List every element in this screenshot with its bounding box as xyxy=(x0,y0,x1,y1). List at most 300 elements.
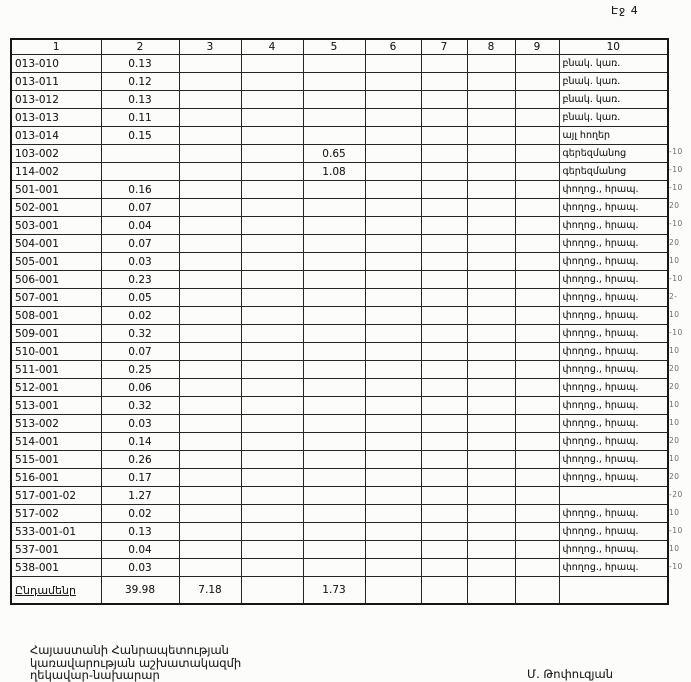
cell-value: 0.12 xyxy=(101,73,179,91)
cell-value: 0.15 xyxy=(101,127,179,145)
cell-value xyxy=(365,127,421,145)
cell-parcel-code: 517-001-02 xyxy=(11,487,101,505)
cell-value xyxy=(303,469,365,487)
cell-value xyxy=(241,325,303,343)
cell-parcel-code: 515-001 xyxy=(11,451,101,469)
cell-value: 0.07 xyxy=(101,343,179,361)
cell-value xyxy=(179,73,241,91)
cell-value: 0.65 xyxy=(303,145,365,163)
margin-annotation: 20 xyxy=(669,472,680,482)
cell-value xyxy=(467,145,515,163)
cell-value xyxy=(179,91,241,109)
cell-value xyxy=(241,505,303,523)
cell-value xyxy=(467,343,515,361)
cell-value xyxy=(467,109,515,127)
cell-parcel-code: 013-011 xyxy=(11,73,101,91)
cell-value xyxy=(241,145,303,163)
column-header: 10 xyxy=(559,39,668,55)
total-col3: 7.18 xyxy=(179,577,241,605)
cell-land-use: փողոց., հրապ. xyxy=(559,379,668,397)
cell-value xyxy=(365,397,421,415)
cell-value xyxy=(515,433,559,451)
cell-value xyxy=(467,361,515,379)
cell-land-use: փողոց., հրապ. xyxy=(559,433,668,451)
cell-parcel-code: 510-001 xyxy=(11,343,101,361)
column-header: 5 xyxy=(303,39,365,55)
cell-parcel-code: 505-001 xyxy=(11,253,101,271)
cell-value xyxy=(303,505,365,523)
cell-parcel-code: 517-002 xyxy=(11,505,101,523)
cell-value xyxy=(467,325,515,343)
cell-parcel-code: 513-002 xyxy=(11,415,101,433)
cell-value xyxy=(421,253,467,271)
cell-parcel-code: 511-001 xyxy=(11,361,101,379)
table-row xyxy=(11,145,668,163)
cell-value xyxy=(303,91,365,109)
cell-value: 0.04 xyxy=(101,217,179,235)
cell-value xyxy=(421,505,467,523)
cell-value xyxy=(241,397,303,415)
table-row xyxy=(11,559,668,577)
cell-value xyxy=(179,487,241,505)
cell-land-use: բնակ. կառ. xyxy=(559,109,668,127)
cell-land-use: փողոց., հրապ. xyxy=(559,469,668,487)
cell-value: 1.27 xyxy=(101,487,179,505)
cell-value xyxy=(467,217,515,235)
cell-land-use xyxy=(559,487,668,505)
table-row xyxy=(11,235,668,253)
cell-value xyxy=(365,91,421,109)
cell-value xyxy=(303,361,365,379)
cell-parcel-code: 533-001-01 xyxy=(11,523,101,541)
cell-value xyxy=(467,73,515,91)
cell-value xyxy=(179,271,241,289)
cell-land-use: փողոց., հրապ. xyxy=(559,343,668,361)
cell-value xyxy=(365,235,421,253)
table-row xyxy=(11,289,668,307)
cell-value xyxy=(179,559,241,577)
margin-annotation: 20 xyxy=(669,381,680,391)
land-parcel-table xyxy=(10,38,669,605)
cell-value xyxy=(515,379,559,397)
cell-land-use: փողոց., հրապ. xyxy=(559,199,668,217)
margin-annotation: -10 xyxy=(669,526,683,536)
cell-value xyxy=(241,541,303,559)
table-row xyxy=(11,469,668,487)
cell-land-use: փողոց., հրապ. xyxy=(559,397,668,415)
cell-value xyxy=(241,73,303,91)
cell-value xyxy=(515,397,559,415)
cell-value: 0.16 xyxy=(101,181,179,199)
cell-value xyxy=(467,505,515,523)
cell-value: 0.02 xyxy=(101,505,179,523)
cell-value xyxy=(303,541,365,559)
cell-value xyxy=(179,289,241,307)
cell-value: 0.14 xyxy=(101,433,179,451)
cell-value xyxy=(421,55,467,73)
total-col7 xyxy=(421,577,467,605)
cell-value: 0.11 xyxy=(101,109,179,127)
cell-value xyxy=(365,181,421,199)
cell-value xyxy=(421,73,467,91)
table-row xyxy=(11,217,668,235)
cell-value xyxy=(515,469,559,487)
margin-annotation: 20 xyxy=(669,237,680,247)
cell-value xyxy=(365,469,421,487)
table-row xyxy=(11,109,668,127)
cell-land-use: փողոց., հրապ. xyxy=(559,181,668,199)
cell-value: 0.02 xyxy=(101,307,179,325)
cell-value: 0.04 xyxy=(101,541,179,559)
column-header: 9 xyxy=(515,39,559,55)
cell-value xyxy=(303,559,365,577)
footer-line-3: ղեկավար-նախարար xyxy=(30,668,160,682)
cell-value xyxy=(515,55,559,73)
cell-value xyxy=(515,91,559,109)
cell-value xyxy=(515,73,559,91)
cell-parcel-code: 013-013 xyxy=(11,109,101,127)
total-col4 xyxy=(241,577,303,605)
cell-value xyxy=(241,127,303,145)
cell-value xyxy=(241,109,303,127)
cell-value xyxy=(467,289,515,307)
cell-value xyxy=(303,235,365,253)
cell-value xyxy=(365,199,421,217)
cell-value xyxy=(467,181,515,199)
cell-parcel-code: 504-001 xyxy=(11,235,101,253)
cell-parcel-code: 513-001 xyxy=(11,397,101,415)
cell-value xyxy=(101,145,179,163)
cell-value xyxy=(179,55,241,73)
table-row xyxy=(11,163,668,181)
cell-value xyxy=(241,163,303,181)
cell-value xyxy=(467,469,515,487)
cell-value xyxy=(241,415,303,433)
cell-value xyxy=(179,469,241,487)
cell-value: 0.26 xyxy=(101,451,179,469)
cell-value xyxy=(365,487,421,505)
cell-value xyxy=(515,271,559,289)
column-header: 8 xyxy=(467,39,515,55)
margin-annotation: -10 xyxy=(669,327,683,337)
cell-value xyxy=(101,163,179,181)
table-row xyxy=(11,451,668,469)
cell-land-use: փողոց., հրապ. xyxy=(559,523,668,541)
cell-value xyxy=(179,145,241,163)
cell-value xyxy=(467,271,515,289)
cell-land-use: փողոց., հրապ. xyxy=(559,541,668,559)
cell-value xyxy=(241,217,303,235)
table-row xyxy=(11,199,668,217)
cell-value xyxy=(303,109,365,127)
cell-value xyxy=(515,361,559,379)
margin-annotation: -10 xyxy=(669,273,683,283)
cell-value xyxy=(365,271,421,289)
cell-land-use: փողոց., հրապ. xyxy=(559,307,668,325)
margin-annotation: 20 xyxy=(669,363,680,373)
cell-value xyxy=(241,181,303,199)
cell-land-use: փողոց., հրապ. xyxy=(559,253,668,271)
cell-value xyxy=(515,253,559,271)
column-header: 7 xyxy=(421,39,467,55)
cell-parcel-code: 509-001 xyxy=(11,325,101,343)
cell-value xyxy=(421,343,467,361)
cell-value xyxy=(421,109,467,127)
cell-value xyxy=(179,235,241,253)
cell-value xyxy=(467,253,515,271)
cell-value xyxy=(241,271,303,289)
cell-parcel-code: 506-001 xyxy=(11,271,101,289)
cell-value xyxy=(303,271,365,289)
cell-parcel-code: 013-012 xyxy=(11,91,101,109)
total-col5: 1.73 xyxy=(303,577,365,605)
cell-value xyxy=(467,91,515,109)
cell-value xyxy=(303,415,365,433)
cell-value xyxy=(421,307,467,325)
cell-value xyxy=(467,379,515,397)
column-header: 2 xyxy=(101,39,179,55)
cell-value xyxy=(365,325,421,343)
table-row xyxy=(11,55,668,73)
cell-value xyxy=(421,271,467,289)
cell-land-use: բնակ. կառ. xyxy=(559,73,668,91)
cell-land-use: փողոց., հրապ. xyxy=(559,361,668,379)
margin-annotation: 10 xyxy=(669,345,680,355)
cell-value xyxy=(365,541,421,559)
cell-value xyxy=(303,451,365,469)
cell-value: 0.25 xyxy=(101,361,179,379)
cell-land-use: փողոց., հրապ. xyxy=(559,325,668,343)
total-col10 xyxy=(559,577,668,605)
cell-value xyxy=(241,433,303,451)
table-row xyxy=(11,415,668,433)
cell-land-use: գերեզմանոց xyxy=(559,145,668,163)
table-body xyxy=(11,55,668,577)
cell-value xyxy=(303,523,365,541)
table-row xyxy=(11,325,668,343)
cell-value: 0.05 xyxy=(101,289,179,307)
signature-name: Մ. Թոփուզյան xyxy=(527,667,613,681)
cell-value xyxy=(365,343,421,361)
cell-land-use: փողոց., հրապ. xyxy=(559,289,668,307)
cell-value xyxy=(421,559,467,577)
cell-value xyxy=(179,217,241,235)
cell-parcel-code: 538-001 xyxy=(11,559,101,577)
margin-annotation: 10 xyxy=(669,544,680,554)
cell-parcel-code: 013-010 xyxy=(11,55,101,73)
cell-value xyxy=(365,73,421,91)
cell-value xyxy=(515,127,559,145)
cell-land-use: փողոց., հրապ. xyxy=(559,271,668,289)
cell-value xyxy=(365,145,421,163)
cell-value xyxy=(365,163,421,181)
cell-value xyxy=(365,451,421,469)
cell-value: 0.17 xyxy=(101,469,179,487)
cell-parcel-code: 103-002 xyxy=(11,145,101,163)
cell-value xyxy=(365,55,421,73)
column-header: 3 xyxy=(179,39,241,55)
cell-value xyxy=(179,451,241,469)
cell-parcel-code: 114-002 xyxy=(11,163,101,181)
cell-parcel-code: 013-014 xyxy=(11,127,101,145)
cell-value xyxy=(179,325,241,343)
margin-annotation: -10 xyxy=(669,219,683,229)
cell-value: 0.32 xyxy=(101,325,179,343)
cell-value xyxy=(421,235,467,253)
cell-value xyxy=(421,469,467,487)
cell-value xyxy=(515,415,559,433)
cell-value xyxy=(421,451,467,469)
cell-value xyxy=(421,379,467,397)
cell-value xyxy=(365,505,421,523)
cell-value xyxy=(241,559,303,577)
margin-annotation: 10 xyxy=(669,255,680,265)
cell-value xyxy=(467,559,515,577)
cell-land-use: բնակ. կառ. xyxy=(559,55,668,73)
margin-annotation: 10 xyxy=(669,309,680,319)
total-label: Ընդամենը xyxy=(11,577,101,605)
cell-value xyxy=(303,343,365,361)
cell-value xyxy=(241,289,303,307)
cell-value xyxy=(467,487,515,505)
table-row xyxy=(11,127,668,145)
column-header: 6 xyxy=(365,39,421,55)
cell-parcel-code: 503-001 xyxy=(11,217,101,235)
cell-value xyxy=(421,541,467,559)
margin-annotation: 10 xyxy=(669,508,680,518)
cell-value xyxy=(303,397,365,415)
cell-value xyxy=(303,307,365,325)
cell-value xyxy=(467,307,515,325)
table-row xyxy=(11,505,668,523)
cell-value: 0.13 xyxy=(101,91,179,109)
cell-value xyxy=(421,325,467,343)
cell-value xyxy=(421,91,467,109)
cell-value xyxy=(515,235,559,253)
table-row xyxy=(11,397,668,415)
cell-value xyxy=(241,469,303,487)
margin-marks xyxy=(669,0,691,682)
table-row xyxy=(11,487,668,505)
cell-value: 0.03 xyxy=(101,253,179,271)
cell-land-use: փողոց., հրապ. xyxy=(559,505,668,523)
total-col8 xyxy=(467,577,515,605)
cell-value xyxy=(303,217,365,235)
page-number: Էջ 4 xyxy=(611,4,639,17)
cell-value xyxy=(179,181,241,199)
table-header-row xyxy=(11,39,668,55)
cell-value xyxy=(179,127,241,145)
cell-value xyxy=(515,199,559,217)
cell-value xyxy=(515,325,559,343)
cell-value xyxy=(303,199,365,217)
cell-value xyxy=(515,505,559,523)
cell-value xyxy=(467,433,515,451)
cell-value xyxy=(365,307,421,325)
cell-parcel-code: 537-001 xyxy=(11,541,101,559)
cell-value xyxy=(241,235,303,253)
table-row xyxy=(11,271,668,289)
margin-annotation: 20 xyxy=(669,436,680,446)
cell-value xyxy=(467,235,515,253)
cell-land-use: փողոց., հրապ. xyxy=(559,235,668,253)
cell-land-use: փողոց., հրապ. xyxy=(559,217,668,235)
cell-land-use: փողոց., հրապ. xyxy=(559,415,668,433)
cell-value: 0.32 xyxy=(101,397,179,415)
cell-land-use: փողոց., հրապ. xyxy=(559,451,668,469)
cell-value xyxy=(179,361,241,379)
column-header: 4 xyxy=(241,39,303,55)
table-row xyxy=(11,361,668,379)
cell-land-use: այլ հողեր xyxy=(559,127,668,145)
cell-value xyxy=(179,163,241,181)
margin-annotation: 2- xyxy=(669,291,678,301)
cell-value xyxy=(515,487,559,505)
cell-value xyxy=(515,559,559,577)
cell-value: 0.03 xyxy=(101,415,179,433)
table-row xyxy=(11,307,668,325)
table-row xyxy=(11,433,668,451)
total-col2: 39.98 xyxy=(101,577,179,605)
cell-value: 0.13 xyxy=(101,523,179,541)
margin-annotation: 10 xyxy=(669,399,680,409)
cell-value xyxy=(421,217,467,235)
cell-value xyxy=(179,523,241,541)
cell-value xyxy=(179,307,241,325)
cell-value: 0.06 xyxy=(101,379,179,397)
cell-value xyxy=(365,379,421,397)
cell-value xyxy=(515,289,559,307)
cell-value xyxy=(241,487,303,505)
cell-value xyxy=(365,559,421,577)
cell-value xyxy=(241,451,303,469)
margin-annotation: -10 xyxy=(669,183,683,193)
cell-parcel-code: 512-001 xyxy=(11,379,101,397)
cell-value xyxy=(467,541,515,559)
cell-value: 1.08 xyxy=(303,163,365,181)
table-row xyxy=(11,91,668,109)
cell-value xyxy=(467,451,515,469)
cell-value xyxy=(179,433,241,451)
cell-value xyxy=(515,451,559,469)
cell-value xyxy=(303,487,365,505)
table-row xyxy=(11,379,668,397)
cell-value xyxy=(467,415,515,433)
table-row xyxy=(11,343,668,361)
footer-block xyxy=(30,644,241,682)
table-row xyxy=(11,523,668,541)
table-row xyxy=(11,73,668,91)
cell-value xyxy=(421,181,467,199)
total-col9 xyxy=(515,577,559,605)
table-row xyxy=(11,253,668,271)
cell-value xyxy=(421,145,467,163)
cell-value xyxy=(467,199,515,217)
cell-parcel-code: 508-001 xyxy=(11,307,101,325)
cell-value xyxy=(179,109,241,127)
cell-value xyxy=(421,415,467,433)
cell-value xyxy=(421,397,467,415)
cell-value xyxy=(421,487,467,505)
cell-value: 0.07 xyxy=(101,199,179,217)
cell-value xyxy=(365,109,421,127)
cell-value xyxy=(365,253,421,271)
cell-value xyxy=(303,379,365,397)
cell-value: 0.07 xyxy=(101,235,179,253)
cell-value xyxy=(241,361,303,379)
footer-line-2: կառավարության աշխատակազմի xyxy=(30,655,242,670)
cell-value xyxy=(421,433,467,451)
